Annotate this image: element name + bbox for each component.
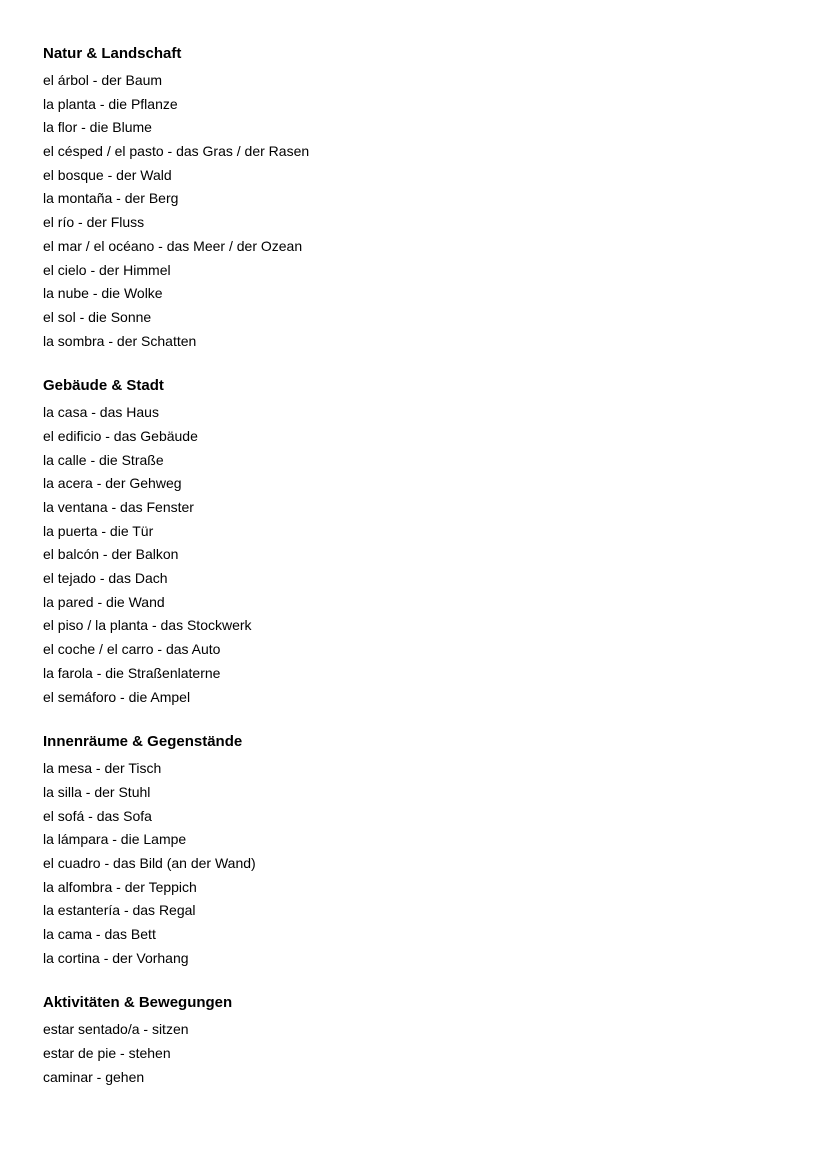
vocabulary-entry: la cortina - der Vorhang (43, 949, 189, 966)
vocabulary-document (43, 44, 803, 1089)
vocabulary-entry: estar de pie - stehen (43, 1045, 171, 1062)
section-heading: Innenräume & Gegenstände (43, 733, 243, 751)
vocabulary-entry: caminar - gehen (43, 1068, 145, 1085)
vocabulary-section (43, 993, 803, 1089)
vocabulary-entry: el cuadro - das Bild (an der Wand) (43, 854, 256, 871)
vocabulary-entry: el cielo - der Himmel (43, 261, 171, 278)
vocabulary-entry: el semáforo - die Ampel (43, 688, 191, 705)
vocabulary-entry: la cama - das Bett (43, 926, 156, 942)
vocabulary-section (43, 376, 803, 709)
vocabulary-entry: la lámpara - die Lampe (43, 831, 187, 848)
vocabulary-entry: el césped / el pasto - das Gras / der Rasen (43, 143, 310, 160)
vocabulary-entry: la flor - die Blume (43, 119, 152, 136)
vocabulary-list (43, 401, 803, 709)
vocabulary-entry: la casa - das Haus (43, 404, 159, 421)
section-heading: Natur & Landschaft (43, 45, 182, 62)
vocabulary-entry: la pared - die Wand (43, 593, 165, 610)
vocabulary-entry: la estantería - das Regal (43, 902, 196, 919)
vocabulary-entry: el edificio - das Gebäude (43, 427, 198, 444)
vocabulary-entry: la mesa - der Tisch (43, 760, 162, 777)
vocabulary-entry: el mar / el océano - das Meer / der Ozean (43, 237, 303, 254)
vocabulary-section (43, 732, 803, 970)
vocabulary-entry: el sofá - das Sofa (43, 807, 152, 824)
section-heading: Gebäude & Stadt (43, 377, 164, 395)
vocabulary-entry: el río - der Fluss (43, 214, 145, 231)
vocabulary-entry: el coche / el carro - das Auto (43, 641, 221, 658)
vocabulary-entry: la nube - die Wolke (43, 285, 163, 302)
vocabulary-entry: la farola - die Straßenlaterne (43, 664, 221, 681)
vocabulary-entry: la alfombra - der Teppich (43, 878, 197, 895)
vocabulary-entry: el árbol - der Baum (43, 72, 163, 88)
vocabulary-entry: el balcón - der Balkon (43, 546, 179, 563)
vocabulary-list (43, 69, 803, 353)
vocabulary-entry: la acera - der Gehweg (43, 475, 182, 492)
vocabulary-entry: el sol - die Sonne (43, 308, 152, 325)
vocabulary-list (43, 757, 803, 970)
vocabulary-entry: la silla - der Stuhl (43, 783, 151, 800)
vocabulary-entry: la calle - die Straße (43, 451, 164, 468)
vocabulary-entry: el bosque - der Wald (43, 166, 172, 183)
vocabulary-entry: la ventana - das Fenster (43, 499, 194, 515)
vocabulary-list (43, 1018, 803, 1089)
vocabulary-entry: la sombra - der Schatten (43, 332, 197, 349)
vocabulary-entry: el piso / la planta - das Stockwerk (43, 617, 252, 634)
vocabulary-section (43, 44, 803, 353)
vocabulary-entry: estar sentado/a - sitzen (43, 1021, 189, 1038)
vocabulary-entry: la planta - die Pflanze (43, 95, 178, 112)
section-heading: Aktivitäten & Bewegungen (43, 994, 233, 1012)
vocabulary-entry: la puerta - die Tür (43, 522, 154, 539)
vocabulary-entry: el tejado - das Dach (43, 570, 168, 587)
vocabulary-entry: la montaña - der Berg (43, 190, 179, 207)
